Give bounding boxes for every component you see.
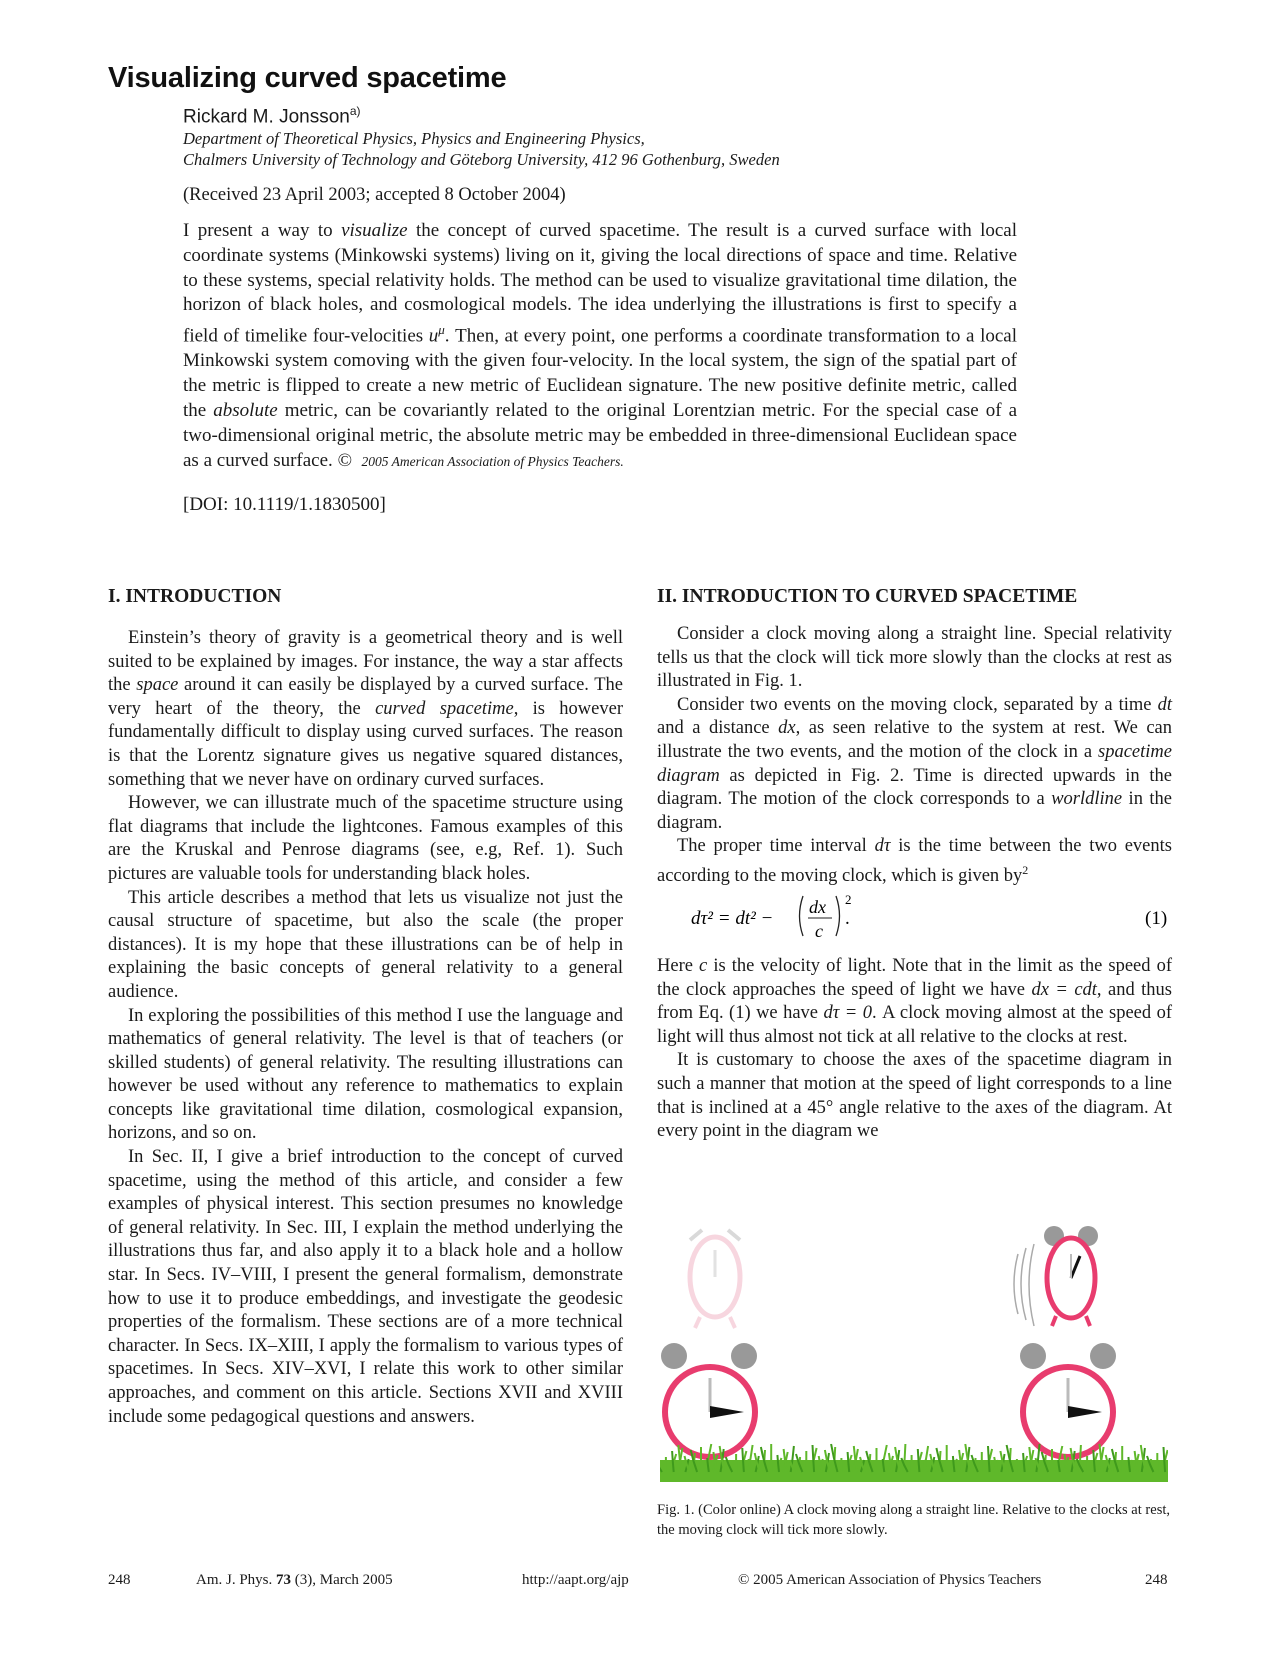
footer-volume: 73 bbox=[276, 1572, 292, 1588]
paragraph: In exploring the possibilities of this method I use the language and mathematics of general relativity. The level is that of teachers (or skilled students) of general relativity. The resulting illustrations can however be used without any reference to mathematics to explain concepts like gravitational time dilation, cosmological expansion, horizons, and so on. bbox=[108, 1005, 623, 1144]
footer-journal bbox=[196, 1572, 393, 1589]
fraction-denominator: c bbox=[815, 921, 823, 941]
abstract bbox=[183, 219, 1017, 474]
text: is the time between the two events according to the moving clock, which is given by bbox=[657, 836, 1172, 887]
paragraph bbox=[108, 627, 623, 792]
ghost-bell-right bbox=[728, 1230, 740, 1240]
equation-1 bbox=[657, 888, 1170, 944]
doi[interactable]: [DOI: 10.1119/1.1830500] bbox=[183, 494, 386, 515]
text: , as seen relative to the system at rest. We can illustrate the two events, and the motion of the clock in a bbox=[657, 718, 1172, 762]
text: and a distance bbox=[657, 718, 779, 739]
abstract-text: metric, can be covariantly related to the original Lorentzian metric. For the special case of a two-dimensional original metric, the absolute metric may be embedded in three-dimensional Euclidean space as a curved surface. bbox=[183, 399, 1017, 471]
abstract-symbol-mu: μ bbox=[438, 322, 445, 338]
equation-number: (1) bbox=[1145, 908, 1168, 929]
text: as depicted in Fig. 2. Time is directed upwards in the diagram. The motion of the clock corresponds to a bbox=[657, 765, 1172, 810]
footer-issue: (3), March 2005 bbox=[294, 1572, 393, 1588]
figure-1 bbox=[660, 1222, 1168, 1486]
left-paren bbox=[800, 896, 804, 936]
moving-clock bbox=[1014, 1226, 1098, 1326]
text: The proper time interval bbox=[677, 836, 875, 857]
figure-1-illustration bbox=[660, 1222, 1168, 1486]
emph-space: space bbox=[136, 675, 179, 696]
abstract-emph-visualize: visualize bbox=[341, 220, 408, 241]
symbol-dtau: dτ bbox=[874, 836, 891, 857]
footer-page-left: 248 bbox=[108, 1572, 131, 1588]
paper-title: Visualizing curved spacetime bbox=[108, 62, 507, 94]
emph-curved-spacetime: curved spacetime bbox=[375, 698, 514, 719]
footer-url[interactable]: http://aapt.org/ajp bbox=[522, 1572, 629, 1588]
affiliation-line-1: Department of Theoretical Physics, Physics and Engineering Physics, bbox=[183, 129, 645, 148]
section-heading-introduction: I. INTRODUCTION bbox=[108, 586, 282, 607]
motion-line bbox=[1029, 1244, 1034, 1326]
right-column-top bbox=[657, 623, 1172, 889]
ghost-bell-left bbox=[690, 1230, 702, 1240]
paragraph: In Sec. II, I give a brief introduction to the concept of curved spacetime, using the method of this article, and consider a few examples of physical interest. This section presumes no knowledge of general relativity. In Sec. III, I explain the method underlying the illustrations thus far, and also apply it to a black hole and a hollow star. In Secs. IV–VIII, I present the general formalism, demonstrate how to use it to produce embeddings, and investigate the geodesic properties of the formalism. These sections are of a more technical character. In Secs. IX–XIII, I apply the formalism to various types of spacetimes. In Secs. XIV–XVI, I relate this work to other similar approaches, and comment on this article. Sections XVII and XVIII include some pedagogical questions and answers. bbox=[108, 1147, 623, 1427]
paragraph: This article describes a method that lets us visualize not just the causal structure of spacetime, but also the scale (the proper distances). It is my hope that these illustrations can be of help in explaining the basic concepts of general relativity to a general audience. bbox=[108, 887, 623, 1002]
paragraph bbox=[657, 694, 1172, 836]
right-paren bbox=[836, 896, 840, 936]
rest-right-bell-right bbox=[1090, 1343, 1116, 1369]
rest-clock-right bbox=[1020, 1343, 1116, 1457]
text: in the diagram. bbox=[657, 789, 1172, 833]
footer-page-right: 248 bbox=[1145, 1572, 1168, 1588]
paragraph bbox=[657, 835, 1172, 888]
author-name-text: Rickard M. Jonsson bbox=[183, 106, 350, 128]
left-column bbox=[108, 627, 623, 1429]
ghost-leg-left bbox=[695, 1317, 700, 1328]
text: Here bbox=[657, 956, 700, 976]
paragraph: Consider a clock moving along a straight line. Special relativity tells us that the clock will tick more slowly than the clocks at rest as illustrated in Fig. 1. bbox=[657, 624, 1172, 692]
rest-right-bell-left bbox=[1020, 1343, 1046, 1369]
text: Consider two events on the moving clock, separated by a time bbox=[677, 694, 1158, 715]
fraction-numerator: dx bbox=[809, 897, 826, 917]
paragraph: It is customary to choose the axes of the spacetime diagram in such a manner that motion at the speed of light corresponds to a line that is inclined at a 45° angle relative to the axes of the diagram. At every point in the diagram we bbox=[657, 1050, 1172, 1142]
author-footnote-mark: a) bbox=[349, 104, 361, 118]
text: is the velocity of light. Note that in the limit as the speed of the clock approaches the speed of light we have bbox=[657, 956, 1172, 1000]
received-date: (Received 23 April 2003; accepted 8 October 2004) bbox=[183, 185, 566, 205]
footer-copyright: © 2005 American Association of Physics Teachers bbox=[738, 1572, 1042, 1588]
footer-journal-name: Am. J. Phys. bbox=[196, 1572, 273, 1588]
motion-line bbox=[1021, 1248, 1026, 1320]
text: . A clock moving almost at the speed of light will thus almost not tick at all relative to the clocks at rest. bbox=[657, 1003, 1173, 1047]
ghost-leg-right bbox=[730, 1317, 735, 1328]
abstract-text: the concept of curved spacetime. The result is a curved surface with local coordinate systems (Minkowski systems) living on it, giving the local directions of space and time. Relative to these systems, special relativity holds. The method can be used to visualize gravitational time dilation, the horizon of black holes, and cosmological models. The idea underlying the illustrations is first to specify a field of timelike four-velocities bbox=[183, 220, 1018, 347]
figure-1-caption: Fig. 1. (Color online) A clock moving along a straight line. Relative to the clocks at rest, the moving clock will tick more slowly. bbox=[657, 1502, 1170, 1538]
moving-leg-left bbox=[1052, 1316, 1056, 1326]
moving-leg-right bbox=[1086, 1316, 1090, 1326]
symbol-dx: dx bbox=[778, 718, 796, 739]
abstract-symbol-u: u bbox=[428, 325, 439, 347]
text: , and thus from Eq. (1) we have bbox=[657, 979, 1172, 1024]
abstract-text: I present a way to bbox=[183, 220, 342, 241]
affiliation-line-2: Chalmers University of Technology and Göteborg University, 412 96 Gothenburg, Sweden bbox=[183, 150, 780, 169]
abstract-copyright: 2005 American Association of Physics Teachers. bbox=[361, 453, 624, 469]
reference-mark: 2 bbox=[1022, 862, 1029, 877]
section-heading-curved-spacetime: II. INTRODUCTION TO CURVED SPACETIME bbox=[657, 586, 1078, 607]
text: around it can easily be displayed by a curved surface. The very heart of the theory, the bbox=[108, 675, 623, 719]
symbol-c: c bbox=[699, 956, 708, 976]
equation-lhs: dτ² = dt² − bbox=[691, 908, 774, 929]
equation-exponent: 2 bbox=[845, 892, 852, 907]
equation-graphic bbox=[657, 888, 1170, 944]
emph-spacetime-diagram: spacetime diagram bbox=[657, 741, 1172, 786]
text: Einstein’s theory of gravity is a geometrical theory and is well suited to be explained by images. For instance, the way a star affects the bbox=[108, 628, 623, 696]
copyright-symbol: © bbox=[337, 449, 352, 471]
equation-period: . bbox=[845, 908, 850, 929]
paragraph: However, we can illustrate much of the spacetime structure using flat diagrams that include the lightcones. Famous examples of this are the Kruskal and Penrose diagrams (see, e.g, Ref. 1). Such pictures are valuable tools for understanding black holes. bbox=[108, 793, 623, 884]
abstract-text: . Then, at every point, one performs a coordinate transformation to a local Minkowski system comoving with the given four-velocity. In the local system, the sign of the spatial part of the metric is flipped to create a new metric of Euclidean signature. The new positive definite metric, called the bbox=[183, 325, 1017, 421]
symbol-dtau-zero: dτ = 0 bbox=[823, 1003, 872, 1024]
symbol-dx-cdt: dx = cdt bbox=[1031, 979, 1097, 1000]
symbol-dt: dt bbox=[1157, 694, 1172, 715]
emph-worldline: worldline bbox=[1051, 789, 1123, 810]
text: , is however fundamentally difficult to display using curved surfaces. The reason is that the Lorentz signature gives us negative squared distances, something that we never have on ordinary curved surfaces. bbox=[108, 698, 623, 790]
abstract-emph-absolute: absolute bbox=[213, 399, 278, 421]
motion-line bbox=[1014, 1254, 1018, 1314]
rest-left-bell-right bbox=[731, 1343, 757, 1369]
author-name bbox=[183, 104, 361, 128]
paragraph bbox=[657, 955, 1172, 1049]
ghost-clock bbox=[690, 1230, 740, 1328]
rest-clock-left bbox=[661, 1343, 757, 1457]
right-column-bottom bbox=[657, 955, 1172, 1144]
rest-left-bell-left bbox=[661, 1343, 687, 1369]
